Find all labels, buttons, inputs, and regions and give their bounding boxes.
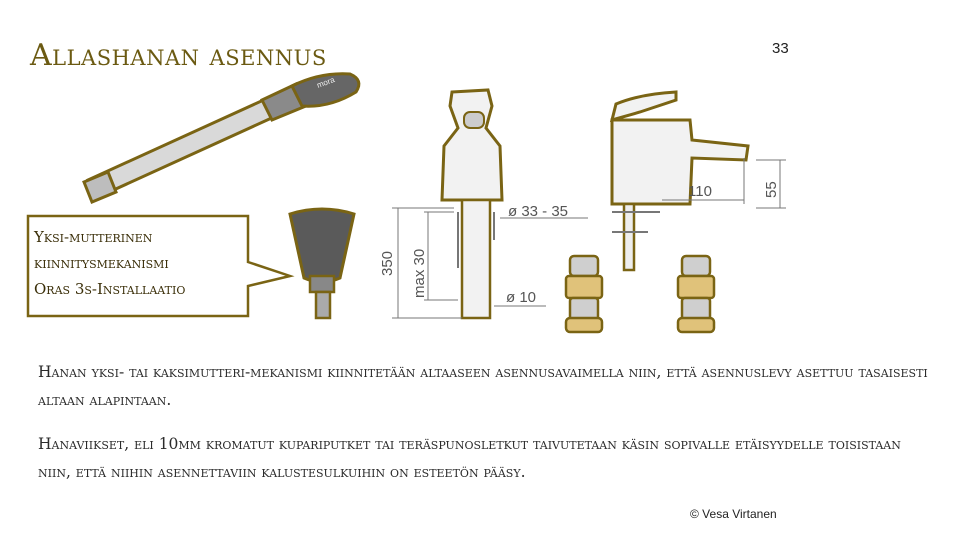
callout-line: Yksi-mutterinen	[34, 228, 153, 246]
shutoff-valve-right-icon	[678, 256, 714, 332]
dim-diameter-bottom: ø 10	[506, 289, 537, 306]
faucet-side-view-icon	[612, 92, 748, 270]
callout-text	[34, 224, 249, 302]
paragraph-pipes: Hanaviikset, eli 10mm kromatut kupariputket tai teräspunosletkut taivutetaan käsin sopivalle etäisyydelle toisistaan niin, että niihin asennettaviin kalustesulkuihin on esteetön pääsy.	[38, 435, 901, 481]
dim-height-max: max 30	[411, 248, 428, 298]
dim-spout-height: 55	[763, 181, 780, 198]
callout-line: kiinnitysmekanismi	[34, 254, 169, 272]
copyright: © Vesa Virtanen	[690, 507, 777, 521]
page-number: 33	[772, 40, 789, 57]
slide-title: Allashanan asennus	[30, 38, 327, 73]
dim-diameter-top: ø 33 - 35	[508, 203, 569, 220]
paragraph-mounting: Hanan yksi- tai kaksimutteri-mekanismi kiinnitetään altaaseen asennusavaimella niin, että asennuslevy asettuu tasaisesti altaan alapintaan.	[38, 363, 928, 409]
shutoff-valve-left-icon	[566, 256, 602, 332]
dim-reach: 110	[688, 183, 712, 200]
callout-line: Oras 3s-Installaatio	[34, 280, 186, 298]
mounting-nut-icon	[290, 209, 354, 318]
faucet-front-view-icon	[442, 90, 502, 318]
installation-key-icon	[84, 74, 359, 202]
dim-height-total: 350	[379, 250, 396, 276]
tool-brand-label: mora	[315, 75, 336, 90]
